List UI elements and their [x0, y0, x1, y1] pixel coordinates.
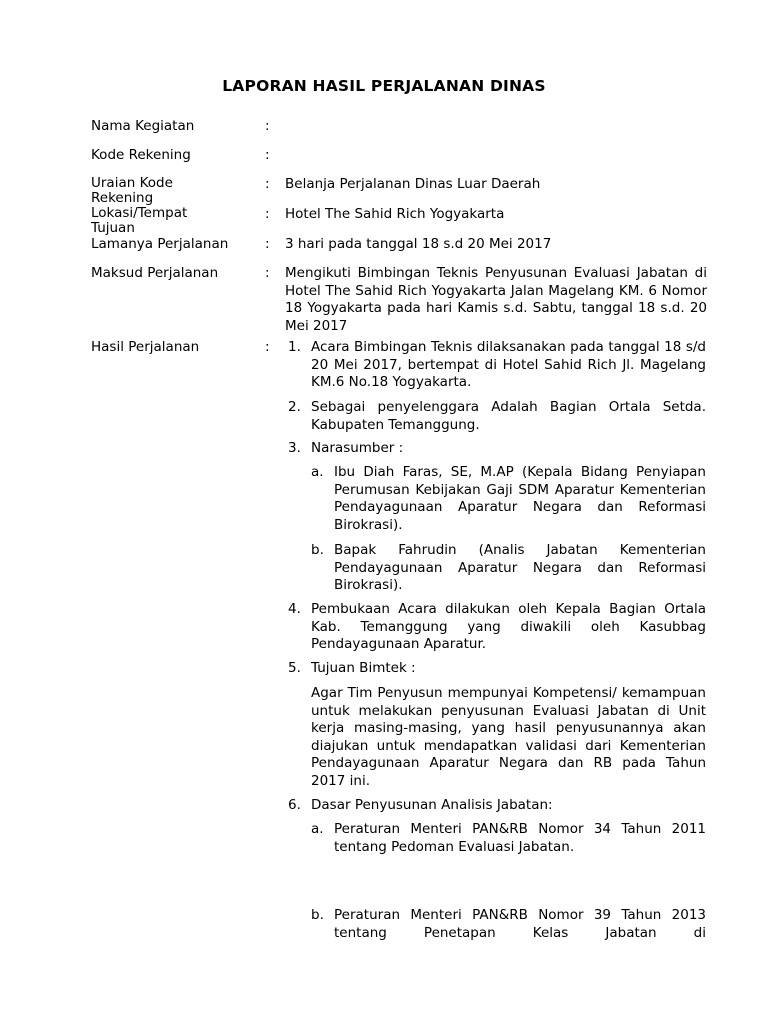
field-label: Lamanya Perjalanan: [91, 236, 229, 252]
item-number: 4.: [288, 601, 301, 617]
sub-item-letter: a.: [311, 821, 324, 837]
field-value: Belanja Perjalanan Dinas Luar Daerah: [285, 176, 541, 192]
item-text: Narasumber :: [311, 440, 404, 456]
sub-item-letter: b.: [311, 907, 324, 923]
item-number: 3.: [288, 440, 301, 456]
sub-item-text: Ibu Diah Faras, SE, M.AP (Kepala Bidang Penyiapan Perumusan Kebijakan Gaji SDM Aparatur Kementerian Pendayagunaan Aparatur Negara dan Reformasi Birokrasi).: [334, 464, 706, 533]
field-value: Hotel The Sahid Rich Yogyakarta: [285, 206, 505, 222]
tujuan-paragraph: [311, 685, 706, 790]
sub-item-letter: a.: [311, 464, 324, 480]
document-title: LAPORAN HASIL PERJALANAN DINAS: [222, 77, 546, 95]
field-colon: :: [265, 176, 270, 192]
field-value: 3 hari pada tanggal 18 s.d 20 Mei 2017: [285, 236, 552, 252]
sub-item-letter: b.: [311, 542, 324, 558]
field-label: Kode Rekening: [91, 147, 191, 163]
field-colon: :: [265, 265, 270, 281]
field-colon: :: [265, 236, 270, 252]
field-colon: :: [265, 147, 270, 163]
item-number: 6.: [288, 797, 301, 813]
field-colon: :: [265, 339, 270, 355]
item-text: Tujuan Bimtek :: [311, 660, 416, 676]
field-label: Maksud Perjalanan: [91, 265, 219, 281]
field-label: Nama Kegiatan: [91, 118, 195, 134]
sub-item-text: Bapak Fahrudin (Analis Jabatan Kementerian Pendayagunaan Aparatur Negara dan Reformasi Birokrasi).: [334, 542, 706, 593]
item-number: 5.: [288, 660, 301, 676]
field-label: Uraian Kode Rekening: [91, 175, 173, 206]
sub-item-text: Peraturan Menteri PAN&RB Nomor 39 Tahun 2013 tentang Penetapan Kelas Jabatan di: [334, 907, 706, 941]
field-value: Mengikuti Bimbingan Teknis Penyusunan Evaluasi Jabatan di Hotel The Sahid Rich Yogyakarta Jalan Magelang KM. 6 Nomor 18 Yogyakarta pada hari Kamis s.d. Sabtu, tanggal 18 s.d. 20 Mei 2017: [285, 265, 707, 334]
tujuan-text: Agar Tim Penyusun mempunyai Kompetensi/ kemampuan untuk melakukan penyusunan Evaluasi Jabatan di Unit kerja masing-masing, yang hasil penyusunannya akan diajukan untuk mendapatkan validasi dari Kementerian Pendayagunaan Aparatur Negara dan RB pada Tahun 2017 ini.: [311, 685, 706, 789]
item-text: Acara Bimbingan Teknis dilaksanakan pada tanggal 18 s/d 20 Mei 2017, bertempat di Hotel Sahid Rich Jl. Magelang KM.6 No.18 Yogyakarta.: [311, 339, 706, 390]
item-text: Dasar Penyusunan Analisis Jabatan:: [311, 797, 553, 813]
item-number: 1.: [288, 339, 301, 355]
field-colon: :: [265, 118, 270, 134]
item-text: Pembukaan Acara dilakukan oleh Kepala Bagian Ortala Kab. Temanggung yang diwakili oleh Kasubbag Pendayagunaan Aparatur.: [311, 601, 706, 652]
field-label: Hasil Perjalanan: [91, 339, 200, 355]
field-colon: :: [265, 206, 270, 222]
item-text: Sebagai penyelenggara Adalah Bagian Ortala Setda. Kabupaten Temanggung.: [311, 399, 706, 433]
sub-item-text: Peraturan Menteri PAN&RB Nomor 34 Tahun 2011 tentang Pedoman Evaluasi Jabatan.: [334, 821, 706, 855]
item-number: 2.: [288, 399, 301, 415]
field-label: Lokasi/Tempat Tujuan: [91, 205, 188, 236]
